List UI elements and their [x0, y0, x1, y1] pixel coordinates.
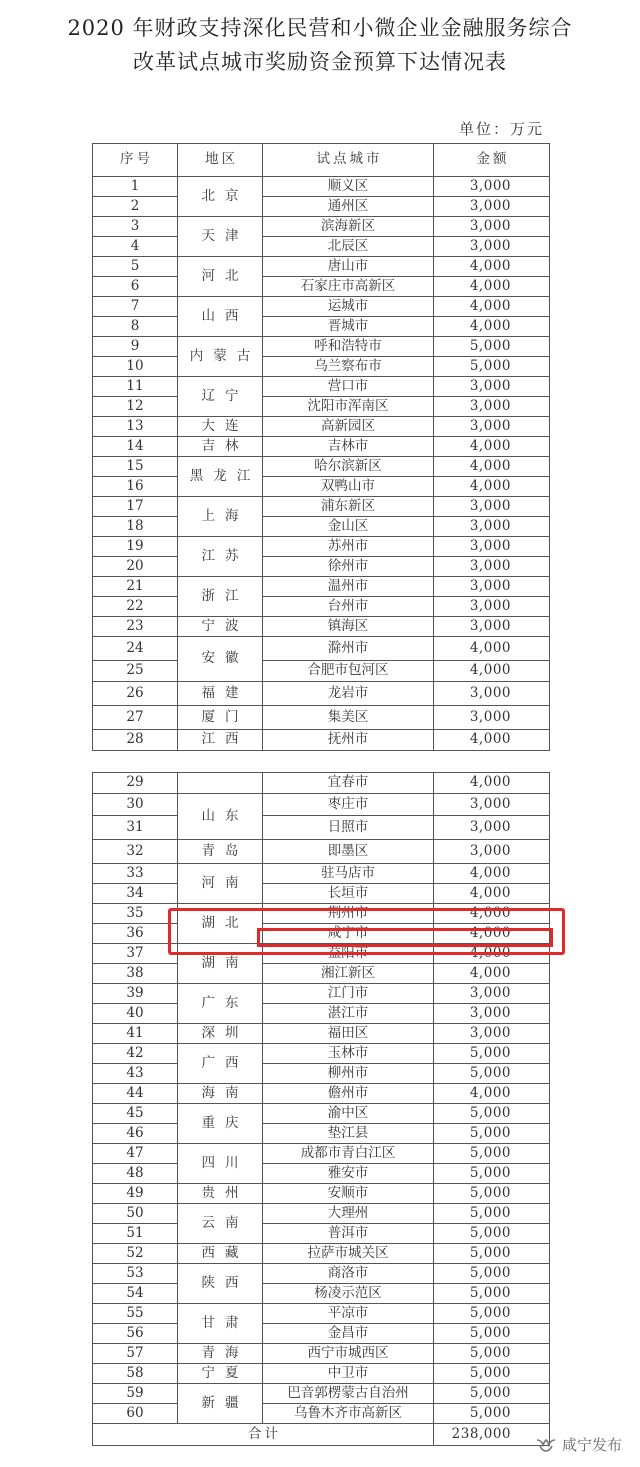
row-number: 54 — [93, 1284, 178, 1304]
amount-cell: 4,000 — [434, 964, 550, 984]
table-row — [93, 337, 550, 357]
city-cell: 通州区 — [263, 197, 434, 217]
amount-cell: 3,000 — [434, 417, 550, 437]
amount-cell: 3,000 — [434, 794, 550, 816]
document-title-line-1: 2020 年财政支持深化民营和小微企业金融服务综合 — [67, 16, 573, 40]
row-number: 39 — [93, 984, 178, 1004]
amount-cell: 5,000 — [434, 1104, 550, 1124]
region-cell: 青岛 — [178, 840, 263, 864]
row-number: 8 — [93, 317, 178, 337]
amount-cell: 3,000 — [434, 177, 550, 197]
city-cell: 拉萨市城关区 — [263, 1244, 434, 1264]
row-number: 57 — [93, 1344, 178, 1364]
table-row — [93, 661, 550, 682]
city-cell: 石家庄市高新区 — [263, 277, 434, 297]
city-cell: 浦东新区 — [263, 497, 434, 517]
table-row — [93, 1144, 550, 1164]
city-cell: 枣庄市 — [263, 794, 434, 816]
amount-cell: 4,000 — [434, 884, 550, 904]
region-cell: 大连 — [178, 417, 263, 437]
table-row — [93, 1184, 550, 1204]
table-row — [93, 437, 550, 457]
row-number: 31 — [93, 816, 178, 840]
row-number: 43 — [93, 1064, 178, 1084]
city-cell: 双鸭山市 — [263, 477, 434, 497]
amount-cell: 5,000 — [434, 1164, 550, 1184]
row-number: 55 — [93, 1304, 178, 1324]
city-cell: 营口市 — [263, 377, 434, 397]
table-row — [93, 457, 550, 477]
region-cell: 吉林 — [178, 437, 263, 457]
city-cell: 金昌市 — [263, 1324, 434, 1344]
total-amount: 238,000 — [434, 1424, 550, 1446]
city-cell: 苏州市 — [263, 537, 434, 557]
city-cell: 杨凌示范区 — [263, 1284, 434, 1304]
table-row — [93, 197, 550, 217]
region-cell: 云南 — [178, 1204, 263, 1244]
row-number: 33 — [93, 864, 178, 884]
row-number: 52 — [93, 1244, 178, 1264]
watermark-text: 咸宁发布 — [561, 1436, 622, 1454]
table-row — [93, 557, 550, 577]
city-cell: 唐山市 — [263, 257, 434, 277]
table-row — [93, 517, 550, 537]
amount-cell: 4,000 — [434, 257, 550, 277]
row-number: 28 — [93, 730, 178, 751]
row-number: 29 — [93, 773, 178, 794]
city-cell: 沈阳市浑南区 — [263, 397, 434, 417]
region-cell: 四川 — [178, 1144, 263, 1184]
row-number: 41 — [93, 1024, 178, 1044]
region-cell: 上海 — [178, 497, 263, 537]
city-cell: 玉林市 — [263, 1044, 434, 1064]
amount-cell: 5,000 — [434, 1124, 550, 1144]
table-row — [93, 1364, 550, 1384]
total-label: 合计 — [93, 1424, 434, 1446]
row-number: 51 — [93, 1224, 178, 1244]
row-number: 12 — [93, 397, 178, 417]
row-number: 32 — [93, 840, 178, 864]
row-number: 42 — [93, 1044, 178, 1064]
table-row — [93, 1304, 550, 1324]
allocation-table-part-1 — [92, 143, 550, 751]
table-row — [93, 1124, 550, 1144]
region-cell: 陕西 — [178, 1264, 263, 1304]
table-row — [93, 417, 550, 437]
city-cell: 平凉市 — [263, 1304, 434, 1324]
city-cell: 咸宁市 — [263, 924, 434, 944]
table-row — [93, 884, 550, 904]
region-cell: 江苏 — [178, 537, 263, 577]
amount-cell: 4,000 — [434, 661, 550, 682]
row-number: 40 — [93, 1004, 178, 1024]
region-cell: 安徽 — [178, 637, 263, 682]
table-row — [93, 597, 550, 617]
city-cell: 滁州市 — [263, 637, 434, 661]
row-number: 30 — [93, 794, 178, 816]
amount-cell: 5,000 — [434, 1044, 550, 1064]
row-number: 19 — [93, 537, 178, 557]
region-cell: 贵州 — [178, 1184, 263, 1204]
table-row — [93, 297, 550, 317]
table-row — [93, 1024, 550, 1044]
row-number: 23 — [93, 617, 178, 637]
table-row — [93, 1064, 550, 1084]
amount-cell: 3,000 — [434, 617, 550, 637]
row-number: 34 — [93, 884, 178, 904]
amount-cell: 5,000 — [434, 1344, 550, 1364]
region-cell — [178, 773, 263, 794]
amount-cell: 4,000 — [434, 317, 550, 337]
city-cell: 呼和浩特市 — [263, 337, 434, 357]
table-row — [93, 217, 550, 237]
row-number: 22 — [93, 597, 178, 617]
header-no: 序号 — [93, 144, 178, 177]
amount-cell: 4,000 — [434, 730, 550, 751]
city-cell: 中卫市 — [263, 1364, 434, 1384]
region-cell: 山西 — [178, 297, 263, 337]
row-number: 26 — [93, 682, 178, 706]
amount-cell: 4,000 — [434, 457, 550, 477]
amount-cell: 3,000 — [434, 597, 550, 617]
city-cell: 柳州市 — [263, 1064, 434, 1084]
city-cell: 乌鲁木齐市高新区 — [263, 1404, 434, 1424]
city-cell: 镇海区 — [263, 617, 434, 637]
amount-cell: 5,000 — [434, 1284, 550, 1304]
wechat-channel-icon — [536, 1437, 556, 1453]
row-number: 44 — [93, 1084, 178, 1104]
row-number: 25 — [93, 661, 178, 682]
city-cell: 台州市 — [263, 597, 434, 617]
row-number: 27 — [93, 706, 178, 730]
table-row — [93, 1164, 550, 1184]
table-row — [93, 730, 550, 751]
table-row — [93, 1384, 550, 1404]
city-cell: 长垣市 — [263, 884, 434, 904]
amount-cell: 3,000 — [434, 706, 550, 730]
region-cell: 青海 — [178, 1344, 263, 1364]
city-cell: 驻马店市 — [263, 864, 434, 884]
amount-cell: 5,000 — [434, 1064, 550, 1084]
region-cell: 内蒙古 — [178, 337, 263, 377]
city-cell: 高新园区 — [263, 417, 434, 437]
city-cell: 滨海新区 — [263, 217, 434, 237]
amount-cell: 3,000 — [434, 840, 550, 864]
table-row — [93, 1324, 550, 1344]
city-cell: 温州市 — [263, 577, 434, 597]
row-number: 60 — [93, 1404, 178, 1424]
table-row — [93, 577, 550, 597]
row-number: 3 — [93, 217, 178, 237]
row-number: 37 — [93, 944, 178, 964]
table-row — [93, 794, 550, 816]
amount-cell: 5,000 — [434, 1404, 550, 1424]
row-number: 47 — [93, 1144, 178, 1164]
row-number: 53 — [93, 1264, 178, 1284]
table-row — [93, 1344, 550, 1364]
highlight-box-xianning — [257, 928, 553, 947]
row-number: 5 — [93, 257, 178, 277]
row-number: 2 — [93, 197, 178, 217]
table-row — [93, 1044, 550, 1064]
city-cell: 金山区 — [263, 517, 434, 537]
watermark — [536, 1434, 622, 1455]
amount-cell: 3,000 — [434, 1024, 550, 1044]
amount-cell: 3,000 — [434, 397, 550, 417]
amount-cell: 4,000 — [434, 297, 550, 317]
amount-cell: 5,000 — [434, 337, 550, 357]
row-number: 13 — [93, 417, 178, 437]
region-cell: 湖北 — [178, 904, 263, 944]
table-row — [93, 237, 550, 257]
allocation-table-part-2 — [92, 772, 550, 1446]
header-region: 地区 — [178, 144, 263, 177]
amount-cell: 4,000 — [434, 1084, 550, 1104]
row-number: 21 — [93, 577, 178, 597]
row-number: 7 — [93, 297, 178, 317]
amount-cell: 4,000 — [434, 864, 550, 884]
region-cell: 江西 — [178, 730, 263, 751]
city-cell: 福田区 — [263, 1024, 434, 1044]
city-cell: 晋城市 — [263, 317, 434, 337]
header-amount: 金额 — [434, 144, 550, 177]
table-row — [93, 984, 550, 1004]
row-number: 56 — [93, 1324, 178, 1344]
city-cell: 合肥市包河区 — [263, 661, 434, 682]
region-cell: 河北 — [178, 257, 263, 297]
row-number: 59 — [93, 1384, 178, 1404]
row-number: 6 — [93, 277, 178, 297]
amount-cell: 5,000 — [434, 1304, 550, 1324]
row-number: 14 — [93, 437, 178, 457]
city-cell: 日照市 — [263, 816, 434, 840]
row-number: 45 — [93, 1104, 178, 1124]
city-cell: 湛江市 — [263, 1004, 434, 1024]
region-cell: 广东 — [178, 984, 263, 1024]
table-row — [93, 1264, 550, 1284]
table-row — [93, 277, 550, 297]
city-cell: 集美区 — [263, 706, 434, 730]
city-cell: 江门市 — [263, 984, 434, 1004]
amount-cell: 3,000 — [434, 537, 550, 557]
city-cell: 荆州市 — [263, 904, 434, 924]
city-cell: 安顺市 — [263, 1184, 434, 1204]
table-row — [93, 397, 550, 417]
amount-cell: 3,000 — [434, 217, 550, 237]
city-cell: 宜春市 — [263, 773, 434, 794]
region-cell: 宁波 — [178, 617, 263, 637]
amount-cell: 5,000 — [434, 1144, 550, 1164]
city-cell: 北辰区 — [263, 237, 434, 257]
city-cell: 即墨区 — [263, 840, 434, 864]
table-row — [93, 864, 550, 884]
table-row — [93, 357, 550, 377]
amount-cell: 4,000 — [434, 944, 550, 964]
amount-cell: 5,000 — [434, 1184, 550, 1204]
city-cell: 徐州市 — [263, 557, 434, 577]
table-row — [93, 773, 550, 794]
table-row — [93, 537, 550, 557]
region-cell: 天津 — [178, 217, 263, 257]
city-cell: 湘江新区 — [263, 964, 434, 984]
row-number: 24 — [93, 637, 178, 661]
amount-cell: 5,000 — [434, 357, 550, 377]
city-cell: 雅安市 — [263, 1164, 434, 1184]
table-row — [93, 637, 550, 661]
city-cell: 顺义区 — [263, 177, 434, 197]
table-row — [93, 617, 550, 637]
region-cell: 深圳 — [178, 1024, 263, 1044]
amount-cell: 4,000 — [434, 477, 550, 497]
table-row — [93, 816, 550, 840]
row-number: 50 — [93, 1204, 178, 1224]
city-cell: 益阳市 — [263, 944, 434, 964]
amount-cell: 3,000 — [434, 816, 550, 840]
amount-cell: 5,000 — [434, 1244, 550, 1264]
city-cell: 成都市青白江区 — [263, 1144, 434, 1164]
city-cell: 哈尔滨新区 — [263, 457, 434, 477]
table-row — [93, 377, 550, 397]
amount-cell: 3,000 — [434, 1004, 550, 1024]
region-cell: 浙江 — [178, 577, 263, 617]
amount-cell: 4,000 — [434, 637, 550, 661]
region-cell: 北京 — [178, 177, 263, 217]
amount-cell: 3,000 — [434, 577, 550, 597]
row-number: 49 — [93, 1184, 178, 1204]
city-cell: 渝中区 — [263, 1104, 434, 1124]
document-title-line-2: 改革试点城市奖励资金预算下达情况表 — [133, 50, 507, 74]
region-cell: 黑龙江 — [178, 457, 263, 497]
row-number: 10 — [93, 357, 178, 377]
region-cell: 厦门 — [178, 706, 263, 730]
region-cell: 西藏 — [178, 1244, 263, 1264]
row-number: 36 — [93, 924, 178, 944]
city-cell: 普洱市 — [263, 1224, 434, 1244]
region-cell: 湖南 — [178, 944, 263, 984]
row-number: 48 — [93, 1164, 178, 1184]
amount-cell: 5,000 — [434, 1324, 550, 1344]
row-number: 46 — [93, 1124, 178, 1144]
region-cell: 海南 — [178, 1084, 263, 1104]
amount-cell: 4,000 — [434, 904, 550, 924]
table-row — [93, 840, 550, 864]
amount-cell: 4,000 — [434, 773, 550, 794]
region-cell: 广西 — [178, 1044, 263, 1084]
table-row — [93, 1104, 550, 1124]
city-cell: 垫江县 — [263, 1124, 434, 1144]
table-row — [93, 1284, 550, 1304]
row-number: 18 — [93, 517, 178, 537]
region-cell: 新疆 — [178, 1384, 263, 1424]
amount-cell: 5,000 — [434, 1264, 550, 1284]
table-row — [93, 964, 550, 984]
table-row — [93, 497, 550, 517]
header-city: 试点城市 — [263, 144, 434, 177]
amount-cell: 4,000 — [434, 437, 550, 457]
table-total-row — [93, 1424, 550, 1446]
row-number: 35 — [93, 904, 178, 924]
amount-cell: 5,000 — [434, 1204, 550, 1224]
row-number: 11 — [93, 377, 178, 397]
region-cell: 福建 — [178, 682, 263, 706]
table-row — [93, 317, 550, 337]
amount-cell: 3,000 — [434, 237, 550, 257]
table-row — [93, 477, 550, 497]
table-header-row — [93, 144, 550, 177]
region-cell: 宁夏 — [178, 1364, 263, 1384]
amount-cell: 3,000 — [434, 517, 550, 537]
table-row — [93, 1084, 550, 1104]
amount-cell: 3,000 — [434, 197, 550, 217]
city-cell: 西宁市城西区 — [263, 1344, 434, 1364]
table-row — [93, 1244, 550, 1264]
amount-cell: 5,000 — [434, 1384, 550, 1404]
table-row — [93, 257, 550, 277]
region-cell: 重庆 — [178, 1104, 263, 1144]
row-number: 58 — [93, 1364, 178, 1384]
region-cell: 山东 — [178, 794, 263, 840]
city-cell: 龙岩市 — [263, 682, 434, 706]
city-cell: 乌兰察布市 — [263, 357, 434, 377]
row-number: 15 — [93, 457, 178, 477]
amount-cell: 3,000 — [434, 497, 550, 517]
row-number: 1 — [93, 177, 178, 197]
city-cell: 抚州市 — [263, 730, 434, 751]
amount-cell: 3,000 — [434, 984, 550, 1004]
amount-cell: 4,000 — [434, 277, 550, 297]
unit-label: 单位：万元 — [458, 120, 544, 138]
region-cell: 甘肃 — [178, 1304, 263, 1344]
region-cell: 河南 — [178, 864, 263, 904]
table-row — [93, 682, 550, 706]
city-cell: 商洛市 — [263, 1264, 434, 1284]
table-row — [93, 177, 550, 197]
city-cell: 吉林市 — [263, 437, 434, 457]
table-row — [93, 1404, 550, 1424]
amount-cell: 3,000 — [434, 682, 550, 706]
table-row — [93, 1204, 550, 1224]
row-number: 20 — [93, 557, 178, 577]
amount-cell: 5,000 — [434, 1364, 550, 1384]
city-cell: 大理州 — [263, 1204, 434, 1224]
table-row — [93, 706, 550, 730]
row-number: 17 — [93, 497, 178, 517]
city-cell: 儋州市 — [263, 1084, 434, 1104]
row-number: 16 — [93, 477, 178, 497]
table-row — [93, 1004, 550, 1024]
table-row — [93, 1224, 550, 1244]
city-cell: 运城市 — [263, 297, 434, 317]
row-number: 4 — [93, 237, 178, 257]
row-number: 38 — [93, 964, 178, 984]
row-number: 9 — [93, 337, 178, 357]
city-cell: 巴音郭楞蒙古自治州 — [263, 1384, 434, 1404]
region-cell: 辽宁 — [178, 377, 263, 417]
amount-cell: 5,000 — [434, 1224, 550, 1244]
amount-cell: 4,000 — [434, 924, 550, 944]
amount-cell: 3,000 — [434, 377, 550, 397]
amount-cell: 3,000 — [434, 557, 550, 577]
